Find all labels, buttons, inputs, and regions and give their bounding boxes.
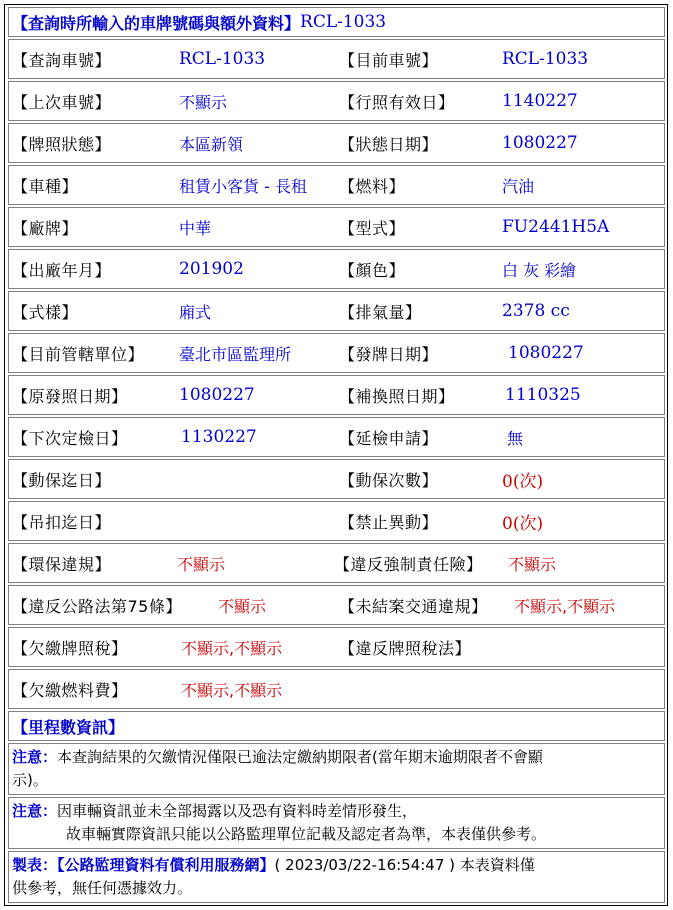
field-label: 【發牌日期】 — [339, 344, 439, 364]
field-value: 1080227 — [179, 385, 255, 405]
footer-line2: 供參考，無任何憑據效力。 — [12, 879, 193, 897]
table-row — [8, 39, 665, 79]
note-2-line1: 因車輛資訊並未全部揭露以及恐有資料時差情形發生， — [57, 802, 418, 820]
field-label: 【欠繳牌照稅】 — [12, 638, 128, 658]
field-value: 不顯示 — [179, 92, 228, 112]
table-row — [8, 459, 665, 499]
field-value: 臺北市區監理所 — [179, 344, 292, 364]
field-label: 【廠牌】 — [12, 218, 79, 238]
table-row — [8, 627, 665, 667]
field-value: 本區新領 — [179, 134, 244, 154]
field-value: 不顯示 — [508, 554, 557, 574]
field-value: 2378 cc — [502, 301, 570, 321]
field-value: 不顯示 — [218, 596, 267, 616]
field-value: 1110325 — [505, 385, 581, 405]
note-1-line2: 示)。 — [12, 771, 48, 789]
field-value: 不顯示,不顯示 — [181, 638, 283, 658]
title-row — [8, 7, 665, 37]
field-value: 廂式 — [179, 302, 212, 322]
footer — [8, 851, 665, 903]
note-1-tag: 注意： — [12, 748, 58, 766]
footer-tag: 製表： — [12, 856, 58, 874]
table-row — [8, 123, 665, 163]
title-heading: 【查詢時所輸入的車牌號碼與額外資料】 — [12, 13, 301, 33]
field-label: 【燃料】 — [339, 176, 406, 196]
note-1-line1: 本查詢結果的欠繳情況僅限已逾法定繳納期限者(當年期末逾期限者不會顯 — [57, 748, 543, 766]
field-label: 【型式】 — [339, 218, 406, 238]
field-label: 【違反牌照稅法】 — [339, 638, 472, 658]
field-label: 【動保次數】 — [339, 470, 439, 490]
field-label: 【牌照狀態】 — [12, 134, 112, 154]
field-value: FU2441H5A — [502, 217, 610, 237]
field-label: 【行照有效日】 — [339, 92, 455, 112]
field-label: 【原發照日期】 — [12, 386, 128, 406]
field-value: 白 灰 彩繪 — [502, 260, 577, 280]
table-row — [8, 249, 665, 289]
table-row — [8, 81, 665, 121]
table-row — [8, 291, 665, 331]
field-value: RCL-1033 — [502, 49, 589, 69]
field-value: 0(次) — [502, 471, 544, 492]
field-value: 租賃小客貨 - 長租 — [179, 176, 307, 196]
table-row — [8, 585, 665, 625]
note-2-tag: 注意： — [12, 802, 58, 820]
note-1 — [8, 743, 665, 795]
mileage-row — [8, 711, 665, 741]
field-label: 【違反強制責任險】 — [334, 554, 483, 574]
field-value: 不顯示,不顯示 — [514, 596, 616, 616]
field-value: 不顯示 — [177, 554, 226, 574]
field-value: RCL-1033 — [179, 49, 266, 69]
field-label: 【排氣量】 — [339, 302, 422, 322]
table-row — [8, 669, 665, 709]
field-value: 0(次) — [502, 513, 544, 534]
table-row — [8, 333, 665, 373]
field-label: 【禁止異動】 — [339, 512, 439, 532]
field-label: 【下次定檢日】 — [12, 428, 128, 448]
title-text — [12, 8, 386, 36]
mileage-heading: 【里程數資訊】 — [12, 717, 125, 737]
table-row — [8, 165, 665, 205]
note-2 — [8, 797, 665, 849]
footer-line1: ( 2023/03/22-16:54:47 ) 本表資料僅 — [274, 856, 535, 874]
field-label: 【欠繳燃料費】 — [12, 680, 128, 700]
footer-source: 【公路監理資料有償利用服務網】 — [57, 856, 275, 874]
field-label: 【車種】 — [12, 176, 79, 196]
field-value: 汽油 — [502, 176, 535, 196]
table-row — [8, 501, 665, 541]
field-label: 【查詢車號】 — [12, 50, 112, 70]
field-value: 無 — [507, 428, 524, 448]
table-row — [8, 417, 665, 457]
field-label: 【補換照日期】 — [339, 386, 455, 406]
field-label: 【上次車號】 — [12, 92, 112, 112]
field-label: 【吊扣迄日】 — [12, 512, 112, 532]
table-row — [8, 543, 665, 583]
field-value: 1080227 — [508, 343, 584, 363]
title-plate: RCL-1033 — [300, 12, 387, 32]
field-value: 201902 — [179, 259, 244, 279]
field-label: 【顏色】 — [339, 260, 406, 280]
field-value: 1080227 — [502, 133, 578, 153]
table-row — [8, 207, 665, 247]
field-label: 【出廠年月】 — [12, 260, 112, 280]
field-label: 【狀態日期】 — [339, 134, 439, 154]
note-2-line2: 故車輛實際資訊只能以公路監理單位記載及認定者為準，本表僅供參考。 — [66, 825, 547, 843]
field-label: 【延檢申請】 — [339, 428, 439, 448]
field-value: 1140227 — [502, 91, 578, 111]
table-row — [8, 375, 665, 415]
field-label: 【目前車號】 — [339, 50, 439, 70]
field-label: 【未結案交通違規】 — [339, 596, 488, 616]
field-label: 【式樣】 — [12, 302, 79, 322]
field-label: 【環保違規】 — [12, 554, 112, 574]
field-label: 【違反公路法第75條】 — [12, 596, 182, 616]
field-label: 【目前管轄單位】 — [12, 344, 145, 364]
field-value: 1130227 — [181, 427, 257, 447]
field-value: 中華 — [179, 218, 212, 238]
field-label: 【動保迄日】 — [12, 470, 112, 490]
field-value: 不顯示,不顯示 — [181, 680, 283, 700]
